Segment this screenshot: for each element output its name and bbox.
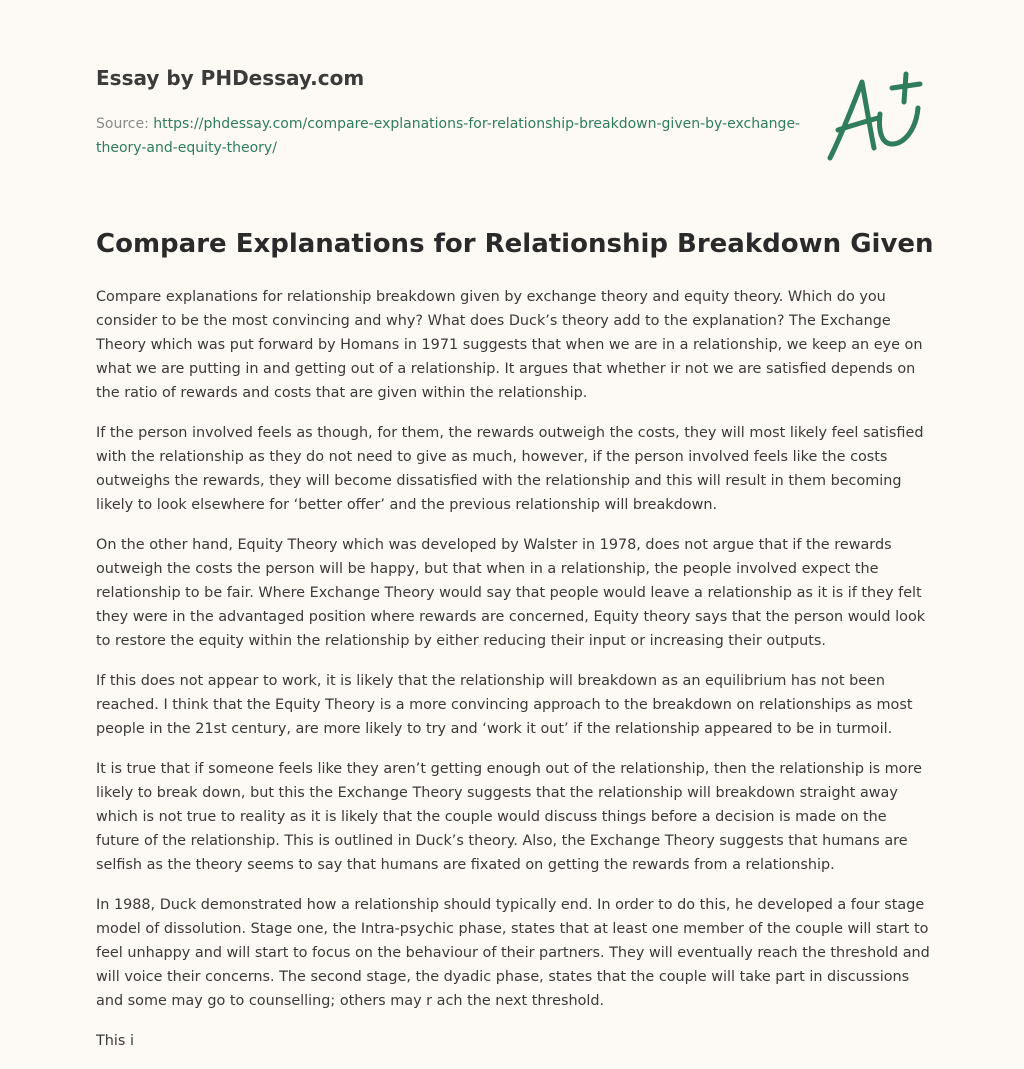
article-title: Compare Explanations for Relationship Breakdown Given xyxy=(96,229,934,259)
paragraph: On the other hand, Equity Theory which was developed by Walster in 1978, does not argue that if the rewards outweigh the costs the person will be happy, but that when in a relationship, the people involved expect the relationship to be fair. Where Exchange Theory would say that people would leave a relationship as it is if they felt they were in the advantaged position where rewards are concerned, Equity theory says that the person would look to restore the equity within the relationship by either reducing their input or increasing their outputs. xyxy=(96,537,926,649)
source-label: Source: xyxy=(96,116,154,132)
paragraph: This i xyxy=(96,1033,134,1049)
source-line xyxy=(96,112,816,160)
header xyxy=(96,64,816,160)
a-plus-logo-graphic xyxy=(820,68,930,168)
a-plus-logo-icon xyxy=(820,68,930,168)
paragraph: If this does not appear to work, it is likely that the relationship will breakdown as an equilibrium has not been reached. I think that the Equity Theory is a more convincing approach to the breakdown on relationships as most people in the 21st century, are more likely to try and ‘work it out’ if the relationship appeared to be in turmoil. xyxy=(96,673,913,737)
paragraph: In 1988, Duck demonstrated how a relationship should typically end. In order to do this, he developed a four stage model of dissolution. Stage one, the Intra-psychic phase, states that at least one member of the couple will start to feel unhappy and will start to focus on the behaviour of their partners. They will eventually reach the threshold and will voice their concerns. The second stage, the dyadic phase, states that the couple will take part in discussions and some may go to counselling; others may r ach the next threshold. xyxy=(96,897,930,1009)
site-brand: Essay by PHDessay.com xyxy=(96,66,365,90)
paragraph: Compare explanations for relationship breakdown given by exchange theory and equity theory. Which do you consider to be the most convincing and why? What does Duck’s theory add to the explanation? The Exchange Theory which was put forward by Homans in 1971 suggests that when we are in a relationship, we keep an eye on what we are putting in and getting out of a relationship. It argues that whether ir not we are satisfied depends on the ratio of rewards and costs that are given within the relationship. xyxy=(96,289,923,401)
article-body xyxy=(96,285,930,1069)
paragraph: If the person involved feels as though, for them, the rewards outweigh the costs, they will most likely feel satisfied with the relationship as they do not need to give as much, however, if the person involved feels like the costs outweighs the rewards, they will become dissatisfied with the relationship and this will result in them becoming likely to look elsewhere for ‘better offer’ and the previous relationship will breakdown. xyxy=(96,425,924,513)
paragraph: It is true that if someone feels like they aren’t getting enough out of the relationship, then the relationship is more likely to break down, but this the Exchange Theory suggests that the relationship will breakdown straight away which is not true to reality as it is likely that the couple would discuss things before a decision is made on the future of the relationship. This is outlined in Duck’s theory. Also, the Exchange Theory suggests that humans are selfish as the theory seems to say that humans are fixated on getting the rewards from a relationship. xyxy=(96,761,922,873)
source-link[interactable]: https://phdessay.com/compare-explanations-for-relationship-breakdown-given-by-exchange-theory-and-equity-theory/ xyxy=(96,116,801,156)
